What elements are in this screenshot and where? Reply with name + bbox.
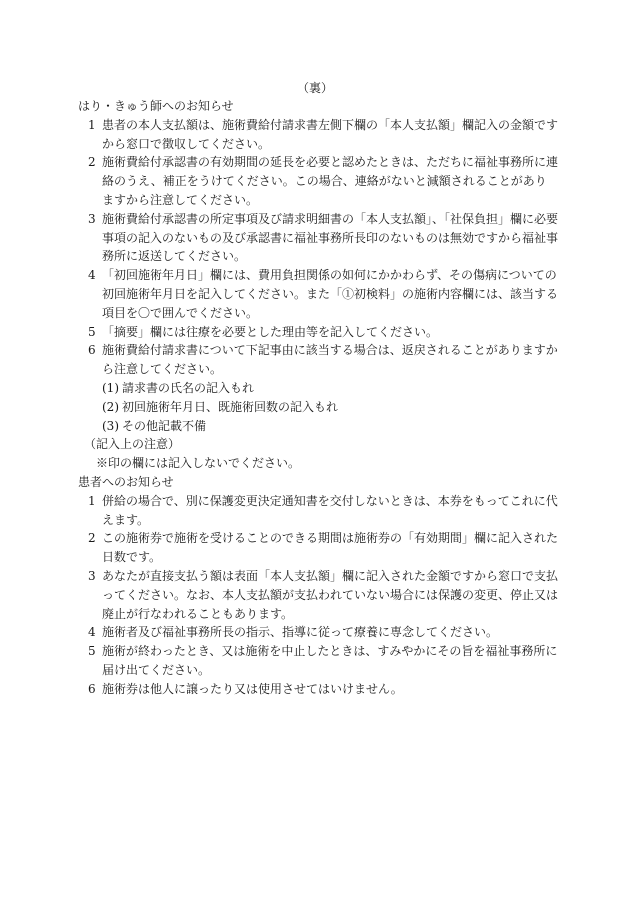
item-text: 施術者及び福祉事務所長の指示、指導に従って療養に専念してください。 bbox=[102, 625, 499, 640]
subitem-number: (3) bbox=[102, 418, 119, 433]
item-number: 5 bbox=[88, 324, 96, 339]
item-text: 患者の本人支払額は、施術費給付請求書左側下欄の「本人支払額」欄記入の金額ですから窓口で徴収してください。 bbox=[102, 117, 559, 151]
item-text: 「摘要」欄には往療を必要とした理由等を記入してください。 bbox=[102, 324, 439, 339]
item-text: この施術券で施術を受けることのできる期間は施術券の「有効期間」欄に記入された日数です。 bbox=[102, 531, 559, 565]
practitioner-item bbox=[78, 153, 558, 209]
item-text: 「初回施術年月日」欄には、費用負担関係の如何にかかわらず、その傷病についての初回施術年月日を記入してください。また「①初検料」の施術内容欄には、該当する項目を〇で囲んでください。 bbox=[102, 268, 559, 320]
entry-note: ※印の欄には記入しないでください。 bbox=[96, 456, 301, 471]
patient-item bbox=[78, 492, 558, 530]
item-number: 4 bbox=[88, 268, 96, 283]
item-number: 3 bbox=[88, 568, 96, 583]
patient-item bbox=[78, 529, 558, 567]
item-text: 施術券は他人に譲ったり又は使用させてはいけません。 bbox=[102, 681, 403, 696]
practitioner-item bbox=[78, 116, 558, 154]
document-body bbox=[78, 97, 558, 699]
patient-item bbox=[78, 680, 558, 699]
practitioner-notice-heading: はり・きゅう師へのお知らせ bbox=[78, 99, 234, 113]
page-title: （裏） bbox=[296, 81, 333, 95]
practitioner-item bbox=[78, 210, 558, 266]
subitem-text: その他記載不備 bbox=[122, 418, 207, 433]
item-number: 1 bbox=[88, 493, 96, 508]
subitem-text: 初回施術年月日、既施術回数の記入もれ bbox=[122, 399, 339, 414]
item-number: 6 bbox=[88, 681, 96, 696]
item-number: 3 bbox=[88, 211, 96, 226]
item-number: 2 bbox=[88, 155, 96, 170]
item-text: あなたが直接支払う額は表面「本人支払額」欄に記入された金額ですから窓口で支払ってください。なお、本人支払額が支払われていない場合には保護の変更、停止又は廃止が行なわれることもあります。 bbox=[102, 568, 559, 621]
entry-notes-heading: （記入上の注意） bbox=[84, 437, 181, 452]
item-number: 2 bbox=[88, 531, 96, 546]
practitioner-item bbox=[78, 341, 558, 379]
item-number: 5 bbox=[88, 644, 96, 659]
patient-item bbox=[78, 642, 558, 680]
patient-item bbox=[78, 567, 558, 623]
practitioner-item bbox=[78, 323, 558, 342]
practitioner-subitem bbox=[78, 379, 558, 398]
practitioner-subitem bbox=[78, 398, 558, 417]
item-text: 施術費給付承認書の所定事項及び請求明細書の「本人支払額」、「社保負担」欄に必要事項の記入のないもの及び承認書に福祉事務所長印のないものは無効ですから福祉事務所に返送してください。 bbox=[102, 211, 559, 264]
practitioner-subitem bbox=[78, 417, 558, 436]
patient-notice-heading: 患者へのお知らせ bbox=[78, 474, 174, 489]
item-text: 併給の場合で、別に保護変更決定通知書を交付しないときは、本券をもってこれに代えます。 bbox=[102, 493, 558, 527]
item-number: 6 bbox=[88, 343, 96, 358]
subitem-number: (1) bbox=[102, 380, 119, 395]
practitioner-item bbox=[78, 266, 558, 322]
item-text: 施術が終わったとき、又は施術を中止したときは、すみやかにその旨を福祉事務所に届け出てください。 bbox=[102, 644, 558, 677]
subitem-number: (2) bbox=[102, 399, 119, 414]
item-number: 4 bbox=[88, 625, 96, 640]
item-text: 施術費給付承認書の有効期間の延長を必要と認めたときは、ただちに福祉事務所に連絡のうえ、補正をうけてください。この場合、連絡がないと減額されることがありますから注意してください。 bbox=[102, 155, 559, 207]
item-text: 施術費給付請求書について下記事由に該当する場合は、返戻されることがありますから注意してください。 bbox=[102, 343, 558, 377]
item-number: 1 bbox=[88, 117, 96, 132]
subitem-text: 請求書の氏名の記入もれ bbox=[122, 380, 255, 395]
patient-item bbox=[78, 623, 558, 642]
